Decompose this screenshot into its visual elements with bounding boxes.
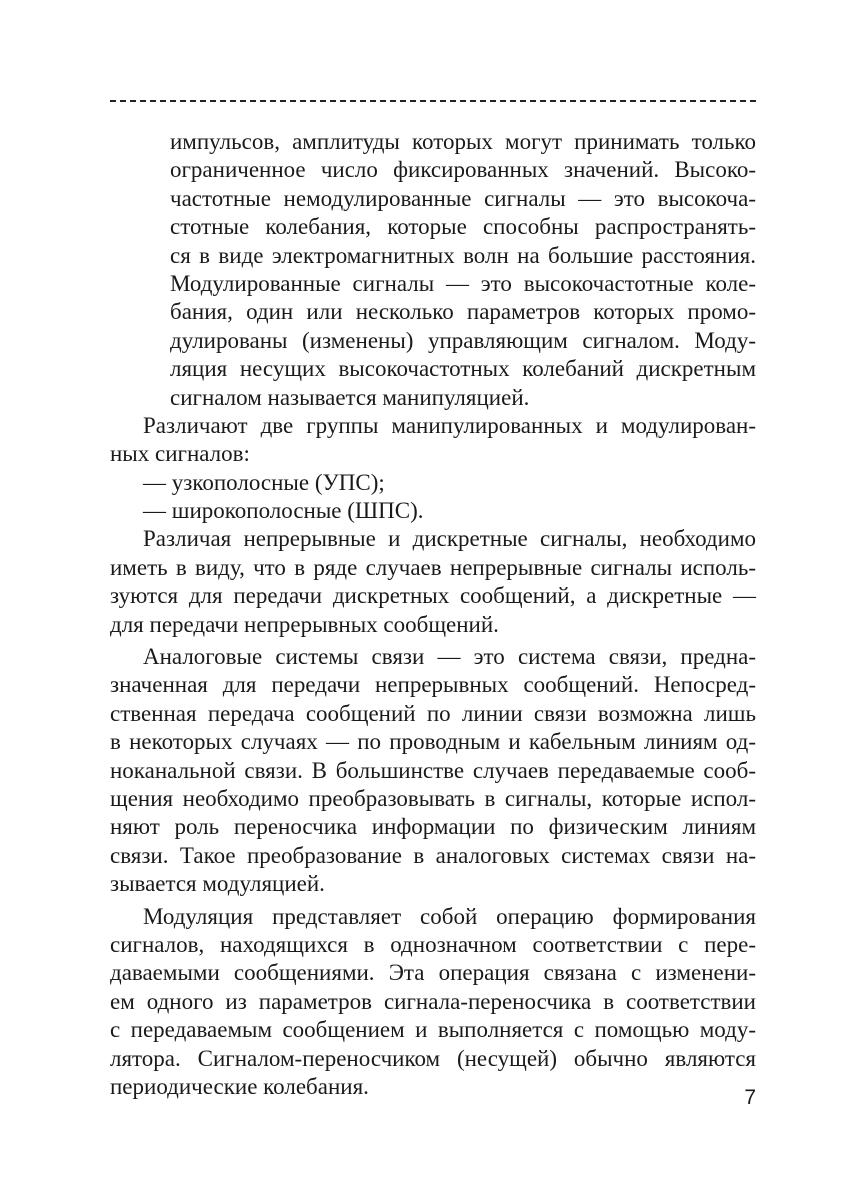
- text-line: щения необходимо преобразовывать в сигналы, которые испол-: [110, 785, 756, 811]
- text-line: иметь в виду, что в ряде случаев непрерывные сигналы исполь-: [110, 554, 756, 580]
- paragraph-modulation: [110, 903, 756, 1102]
- text-line: ных сигналов:: [110, 441, 250, 467]
- text-line: связи. Такое преобразование в аналоговых системах связи на-: [110, 842, 756, 868]
- text-line: с передаваемым сообщением и выполняется с помощью моду-: [110, 1017, 756, 1043]
- text-line: даваемыми сообщениями. Эта операция связана с изменени-: [110, 960, 756, 986]
- text-line: сигналов, находящихся в однозначном соответствии с пере-: [110, 931, 756, 957]
- paragraph-two-groups: [110, 412, 756, 469]
- text-line: няют роль переносчика информации по физическим линиям: [110, 814, 756, 840]
- text-line: бания, один или несколько параметров которых промо-: [170, 299, 756, 325]
- text-line: ноканальной связи. В большинстве случаев передаваемые сооб-: [110, 757, 756, 783]
- text-line: периодические колебания.: [110, 1073, 369, 1099]
- text-line: Модулированные сигналы — это высокочастотные коле-: [170, 270, 756, 296]
- text-line: зуются для передачи дискретных сообщений, а дискретные —: [110, 583, 756, 609]
- text-line: значенная для передачи непрерывных сообщений. Непосред-: [110, 672, 756, 698]
- text-line: зывается модуляцией.: [110, 871, 325, 897]
- text-line: ся в виде электромагнитных волн на большие расстояния.: [170, 242, 756, 268]
- paragraph-analog-systems: [110, 643, 756, 899]
- text-line: ограниченное число фиксированных значений. Высоко-: [170, 157, 756, 183]
- text-line: Различая непрерывные и дискретные сигналы, необходимо: [143, 526, 756, 552]
- text-line: Аналоговые системы связи — это система связи, предна-: [143, 644, 756, 670]
- signal-types-list: [110, 469, 756, 526]
- text-line: Модуляция представляет собой операцию формирования: [143, 903, 756, 929]
- text-line: ем одного из параметров сигнала-переносчика в соответствии: [110, 988, 756, 1014]
- body-text: [110, 128, 756, 1101]
- text-line: стотные колебания, которые способны распространять-: [170, 214, 756, 240]
- text-line: Различают две группы манипулированных и модулирован-: [143, 412, 756, 438]
- text-line: дулированы (изменены) управляющим сигналом. Моду-: [170, 327, 756, 353]
- header-dashed-rule: [110, 100, 756, 102]
- list-item: — узкополосные (УПС);: [143, 469, 385, 495]
- text-line: ственная передача сообщений по линии связи возможна лишь: [110, 700, 756, 726]
- text-line: в некоторых случаях — по проводным и кабельным линиям од-: [110, 729, 756, 755]
- page-number: 7: [744, 1086, 756, 1109]
- text-line: ляция несущих высокочастотных колебаний дискретным: [170, 356, 756, 382]
- text-line: лятора. Сигналом-переносчиком (несущей) обычно являются: [110, 1045, 756, 1071]
- text-line: сигналом называется манипуляцией.: [170, 384, 530, 410]
- paragraph-continuous-discrete: [110, 525, 756, 639]
- text-line: частотные немодулированные сигналы — это высокоча-: [170, 185, 756, 211]
- text-line: для передачи непрерывных сообщений.: [110, 611, 499, 637]
- text-line: импульсов, амплитуды которых могут принимать только: [170, 129, 756, 154]
- paragraph-continued-definition: [110, 128, 756, 412]
- list-item: — широкополосные (ШПС).: [143, 498, 424, 524]
